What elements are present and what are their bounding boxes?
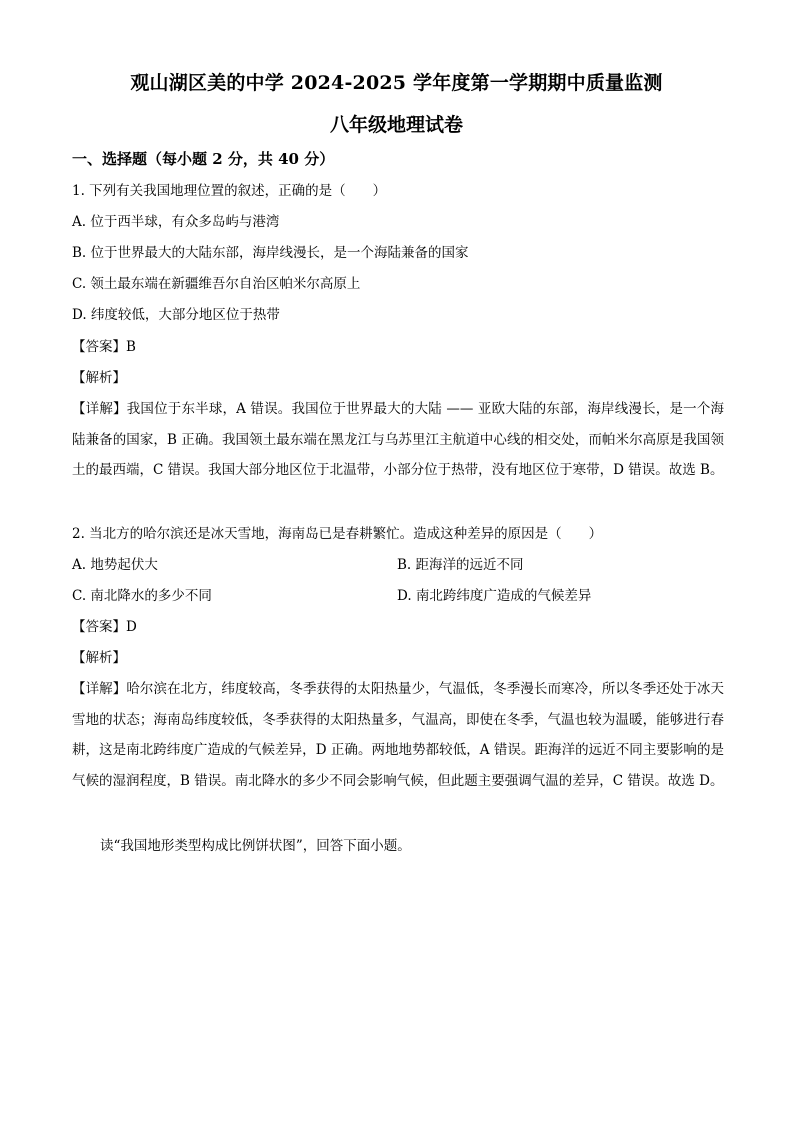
q2-option-d: D. 南北跨纬度广造成的气候差异 [397,588,592,604]
q1-stem: 1. 下列有关我国地理位置的叙述，正确的是（ ） [72,183,387,199]
q1-option-b: B. 位于世界最大的大陆东部，海岸线漫长，是一个海陆兼备的国家 [72,245,469,261]
q1-option-a: A. 位于西半球，有众多岛屿与港湾 [72,214,280,230]
q2-stem: 2. 当北方的哈尔滨还是冰天雪地，海南岛已是春耕繁忙。造成这种差异的原因是（ ） [72,526,603,542]
exam-subtitle: 八年级地理试卷 [329,114,463,136]
q1-analysis-label: 【解析】 [72,370,126,386]
reading-prompt: 读“我国地形类型构成比例饼状图”，回答下面小题。 [100,838,411,854]
exam-title: 观山湖区美的中学 2024-2025 学年度第一学期期中质量监测 [130,72,663,94]
q2-option-b: B. 距海洋的远近不同 [397,557,524,573]
section-heading: 一、选择题（每小题 2 分，共 40 分） [72,150,335,168]
q2-analysis-label: 【解析】 [72,650,126,666]
q1-detail: 【详解】我国位于东半球，A 错误。我国位于世界最大的大陆 —— 亚欧大陆的东部，海岸线漫长，是一个海陆兼备的国家，B 正确。我国领土最东端在黑龙江与乌苏里江主航道中心线的相交处，而帕米尔高原是我国领土的最西端，C 错误。我国大部分地区位于北温带，小部分位于热带，没有地区位于寒带，D 错误。故选 B。 [72,401,724,478]
q1-option-c: C. 领土最东端在新疆维吾尔自治区帕米尔高原上 [72,276,361,292]
q1-option-d: D. 纬度较低，大部分地区位于热带 [72,307,280,323]
q2-option-a: A. 地势起伏大 [72,557,158,573]
q1-answer: 【答案】B [72,339,136,355]
q2-detail: 【详解】哈尔滨在北方，纬度较高，冬季获得的太阳热量少，气温低，冬季漫长而寒冷，所以冬季还处于冰天雪地的状态；海南岛纬度较低，冬季获得的太阳热量多，气温高，即使在冬季，气温也较为温暖，能够进行春耕，这是南北跨纬度广造成的气候差异，D 正确。两地地势都较低，A 错误。距海洋的远近不同主要影响的是气候的湿润程度，B 错误。南北降水的多少不同会影响气候，但此题主要强调气温的差异，C 错误。故选 D。 [72,681,724,789]
q2-option-c: C. 南北降水的多少不同 [72,588,212,604]
q2-answer: 【答案】D [72,619,137,635]
